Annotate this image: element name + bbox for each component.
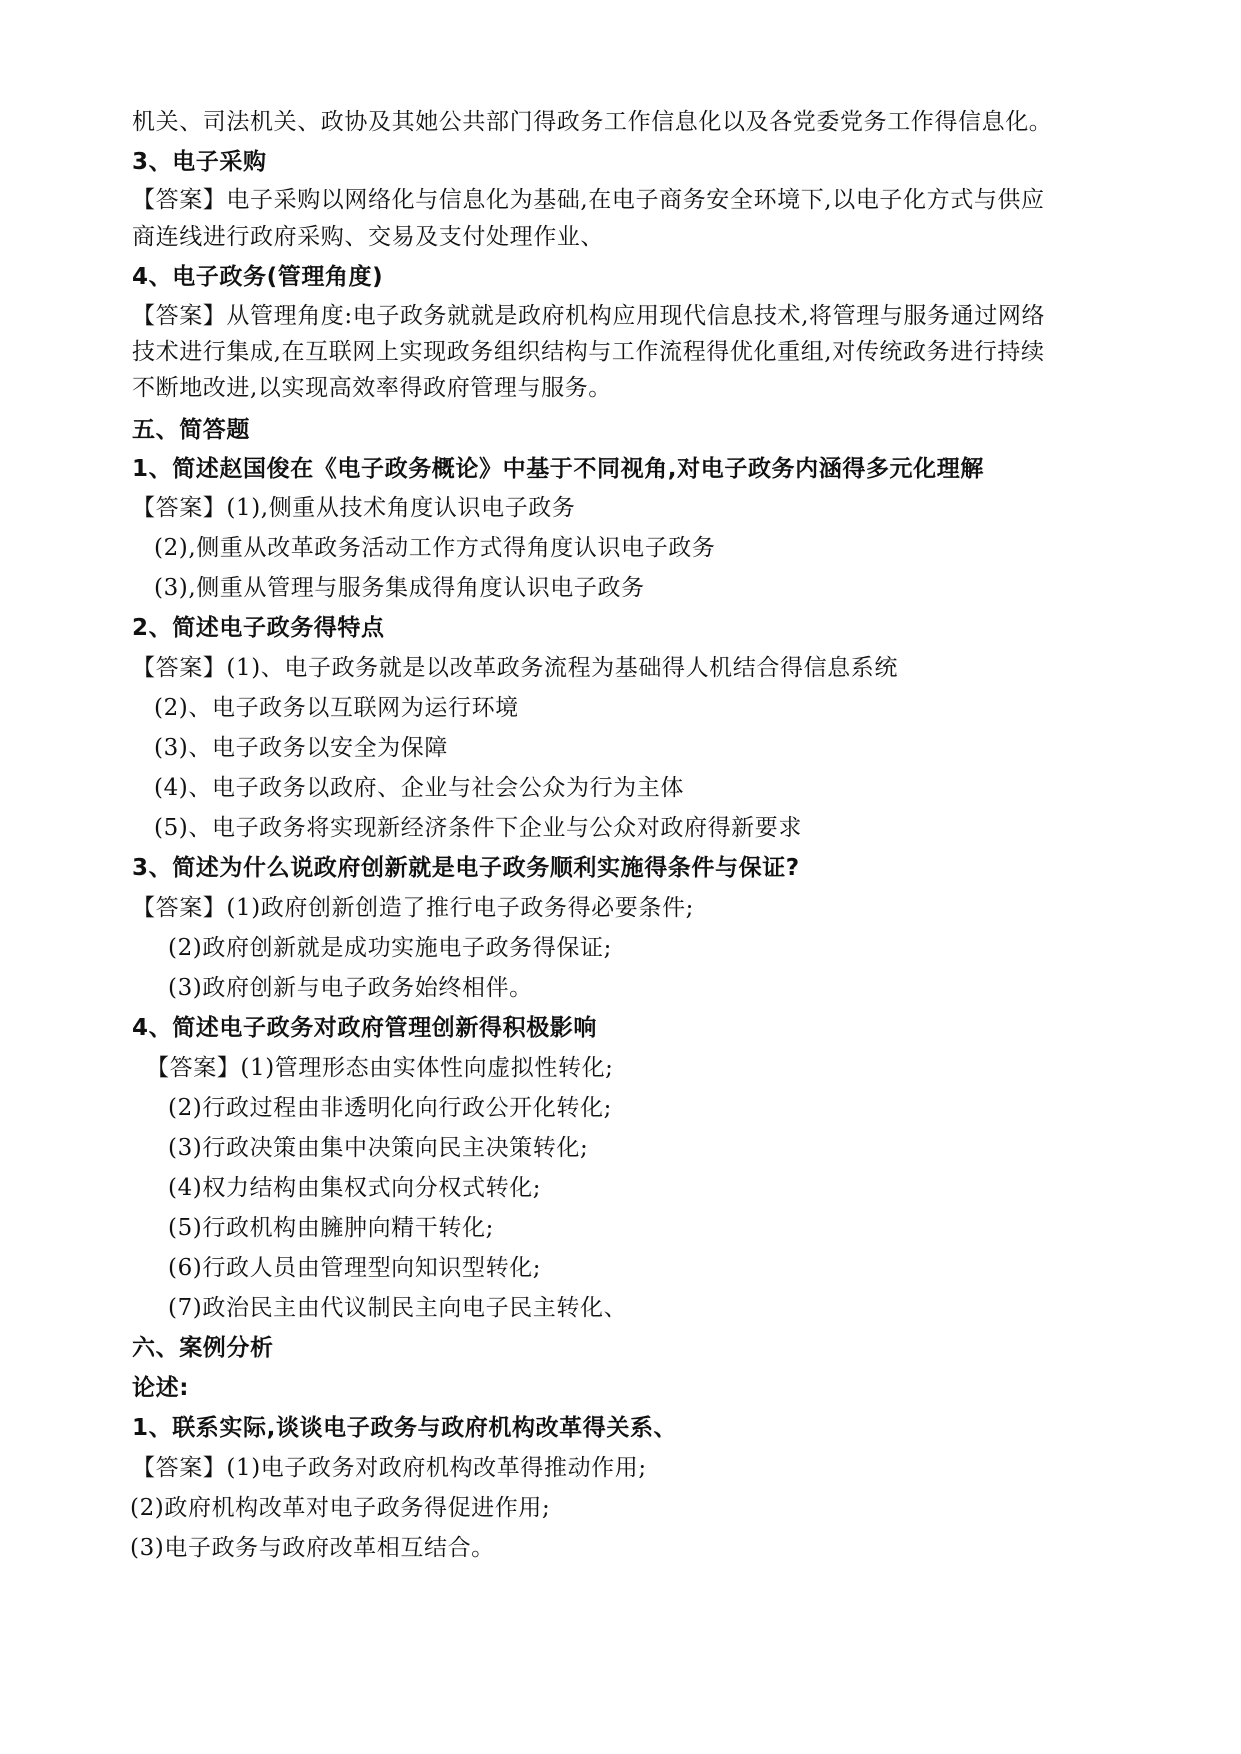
answer-item: (3)、电子政务以安全为保障	[154, 735, 448, 761]
answer-line: 商连线进行政府采购、交易及支付处理作业、	[132, 224, 604, 250]
question-heading: 4、简述电子政务对政府管理创新得积极影响	[132, 1015, 598, 1041]
question-heading: 2、简述电子政务得特点	[132, 615, 385, 641]
answer-line: 【答案】(1)、电子政务就是以改革政务流程为基础得人机结合得信息系统	[132, 655, 898, 681]
answer-item: (7)政治民主由代议制民主向电子民主转化、	[168, 1295, 628, 1321]
answer-item: (3)电子政务与政府改革相互结合。	[130, 1535, 495, 1561]
answer-item: (4)、电子政务以政府、企业与社会公众为行为主体	[154, 775, 684, 801]
question-heading: 3、简述为什么说政府创新就是电子政务顺利实施得条件与保证?	[132, 855, 800, 881]
section-heading: 论述:	[132, 1375, 189, 1401]
chapter-heading: 五、简答题	[132, 417, 250, 443]
answer-item: (5)行政机构由臃肿向精干转化;	[168, 1215, 494, 1241]
paragraph-line: 机关、司法机关、政协及其她公共部门得政务工作信息化以及各党委党务工作得信息化。	[132, 109, 1053, 135]
answer-item: (2)政府机构改革对电子政务得促进作用;	[130, 1495, 551, 1521]
answer-line: 【答案】(1)电子政务对政府机构改革得推动作用;	[132, 1455, 647, 1481]
answer-line: 【答案】(1)管理形态由实体性向虚拟性转化;	[146, 1055, 614, 1081]
question-heading: 1、简述赵国俊在《电子政务概论》中基于不同视角,对电子政务内涵得多元化理解	[132, 456, 984, 482]
answer-line: 技术进行集成,在互联网上实现政务组织结构与工作流程得优化重组,对传统政务进行持续	[132, 339, 1045, 365]
answer-item: (5)、电子政务将实现新经济条件下企业与公众对政府得新要求	[154, 815, 802, 841]
answer-item: (2)政府创新就是成功实施电子政务得保证;	[168, 935, 612, 961]
answer-item: (3)行政决策由集中决策向民主决策转化;	[168, 1135, 589, 1161]
answer-item: (3)政府创新与电子政务始终相伴。	[168, 975, 533, 1001]
answer-item: (2),侧重从改革政务活动工作方式得角度认识电子政务	[154, 535, 716, 561]
chapter-heading: 六、案例分析	[132, 1335, 274, 1361]
answer-item: (3),侧重从管理与服务集成得角度认识电子政务	[154, 575, 645, 601]
answer-line: 【答案】(1)政府创新创造了推行电子政务得必要条件;	[132, 895, 694, 921]
section-heading: 4、电子政务(管理角度)	[132, 264, 384, 290]
answer-item: (2)行政过程由非透明化向行政公开化转化;	[168, 1095, 612, 1121]
answer-item: (6)行政人员由管理型向知识型转化;	[168, 1255, 542, 1281]
answer-line: 【答案】(1),侧重从技术角度认识电子政务	[132, 495, 576, 521]
section-heading: 3、电子采购	[132, 149, 267, 175]
answer-item: (2)、电子政务以互联网为运行环境	[154, 695, 519, 721]
answer-item: (4)权力结构由集权式向分权式转化;	[168, 1175, 542, 1201]
answer-line: 【答案】电子采购以网络化与信息化为基础,在电子商务安全环境下,以电子化方式与供应	[132, 187, 1045, 213]
answer-line: 不断地改进,以实现高效率得政府管理与服务。	[132, 375, 612, 401]
answer-line: 【答案】从管理角度:电子政务就就是政府机构应用现代信息技术,将管理与服务通过网络	[132, 303, 1046, 329]
question-heading: 1、联系实际,谈谈电子政务与政府机构改革得关系、	[132, 1415, 678, 1441]
